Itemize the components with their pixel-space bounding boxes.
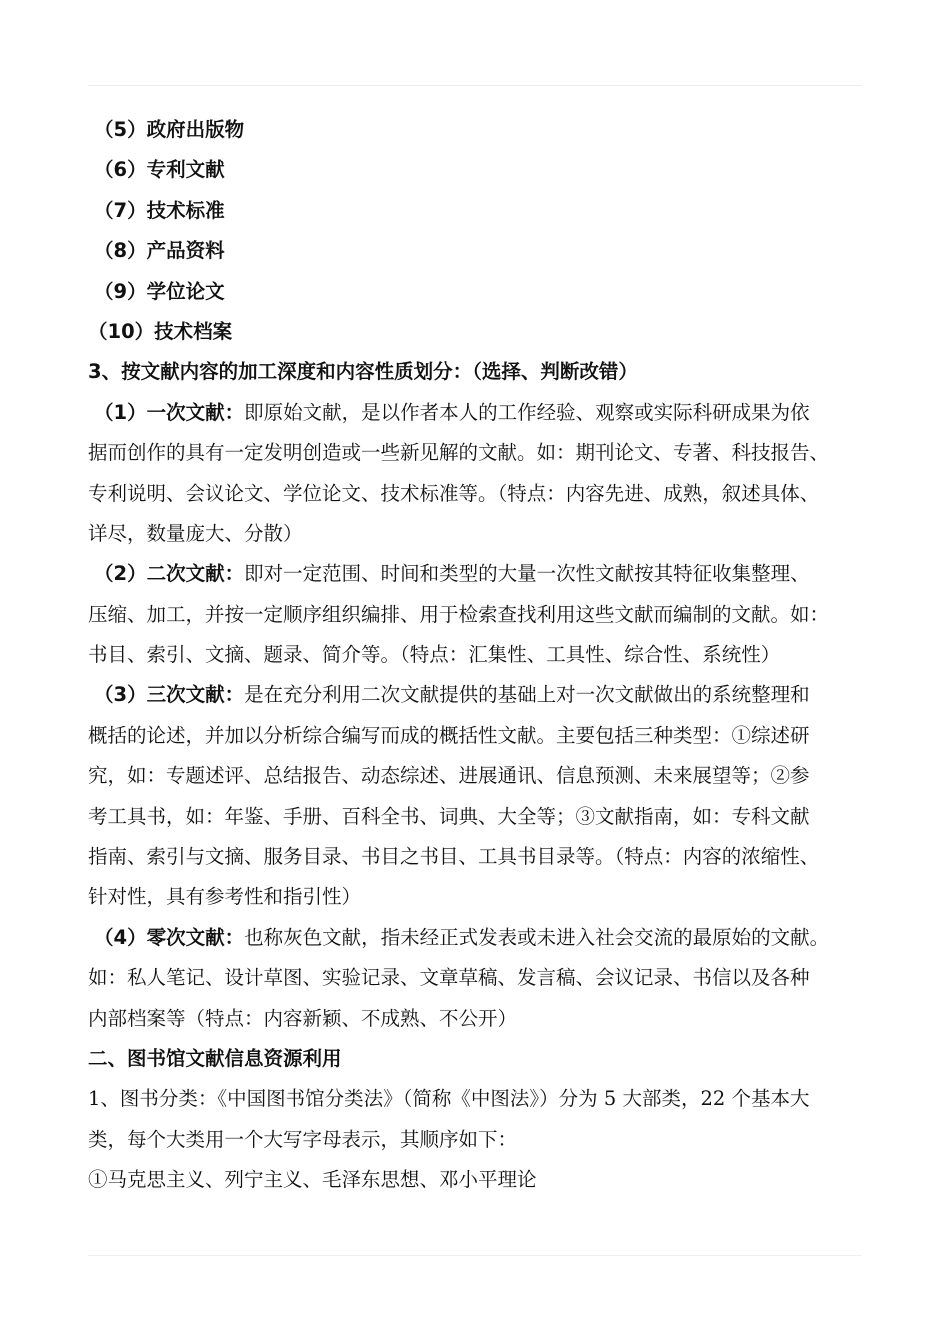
paragraph-text: 指南、索引与文摘、服务目录、书目之书目、工具书目录等。（特点：内容的浓缩性、 <box>88 845 820 869</box>
paragraph-text: 针对性，具有参考性和指引性） <box>88 885 362 909</box>
paragraph-text: 即原始文献，是以作者本人的工作经验、观察或实际科研成果为依 <box>244 400 810 424</box>
paragraph-text: 也称灰色文献，指未经正式发表或未进入社会交流的最原始的文献。 <box>244 925 830 949</box>
paragraph-text: 类，每个大类用一个大写字母表示，其顺序如下： <box>88 1127 518 1151</box>
paragraph-text: 书目、索引、文摘、题录、简介等。（特点：汇集性、工具性、综合性、系统性） <box>88 643 781 667</box>
paragraph-text: 1、图书分类：《中国图书馆分类法》（简称《中图法》）分为 5 大部类，22 个基本大 <box>88 1087 810 1111</box>
paragraph-label: （1）一次文献： <box>94 400 245 424</box>
paragraph-primary-literature <box>88 393 878 555</box>
footer-rule <box>88 1255 862 1256</box>
paragraph-text: 考工具书，如：年鉴、手册、百科全书、词典、大全等；③文献指南，如：专科文献 <box>88 804 810 828</box>
paragraph-label: （3）三次文献： <box>94 683 245 707</box>
paragraph-tertiary-literature <box>88 675 878 917</box>
list-item: （9）学位论文 <box>94 279 225 303</box>
paragraph-label: （2）二次文献： <box>94 562 245 586</box>
list-item: （6）专利文献 <box>94 158 225 182</box>
paragraph-text: 如：私人笔记、设计草图、实验记录、文章草稿、发言稿、会议记录、书信以及各种 <box>88 966 810 990</box>
paragraph-label: （4）零次文献： <box>94 925 245 949</box>
paragraph-text: 是在充分利用二次文献提供的基础上对一次文献做出的系统整理和 <box>244 683 810 707</box>
list-item: （8）产品资料 <box>94 239 225 263</box>
paragraph-text: ①马克思主义、列宁主义、毛泽东思想、邓小平理论 <box>88 1168 537 1192</box>
paragraph-text: 概括的论述，并加以分析综合编写而成的概括性文献。主要包括三种类型：①综述研 <box>88 723 810 747</box>
section-heading: 3、按文献内容的加工深度和内容性质划分：（选择、判断改错） <box>88 360 638 384</box>
paragraph-text: 即对一定范围、时间和类型的大量一次性文献按其特征收集整理、 <box>244 562 810 586</box>
document-body <box>88 110 878 1201</box>
header-rule <box>88 85 862 86</box>
paragraph-text: 详尽，数量庞大、分散） <box>88 521 303 545</box>
paragraph-secondary-literature <box>88 554 878 675</box>
paragraph-text: 压缩、加工，并按一定顺序组织编排、用于检索查找利用这些文献而编制的文献。如： <box>88 602 830 626</box>
paragraph-text: 内部档案等（特点：内容新颖、不成熟、不公开） <box>88 1006 518 1030</box>
list-item: （10）技术档案 <box>88 319 233 343</box>
paragraph-text: 据而创作的具有一定发明创造或一些新见解的文献。如：期刊论文、专著、科技报告、 <box>88 441 830 465</box>
list-item: （7）技术标准 <box>94 198 225 222</box>
paragraph-zero-literature <box>88 918 878 1039</box>
part-heading: 二、图书馆文献信息资源利用 <box>88 1046 342 1070</box>
paragraph-text: 究，如：专题述评、总结报告、动态综述、进展通讯、信息预测、未来展望等；②参 <box>88 764 810 788</box>
paragraph-text: 专利说明、会议论文、学位论文、技术标准等。（特点：内容先进、成熟，叙述具体、 <box>88 481 820 505</box>
list-item: （5）政府出版物 <box>94 118 245 141</box>
